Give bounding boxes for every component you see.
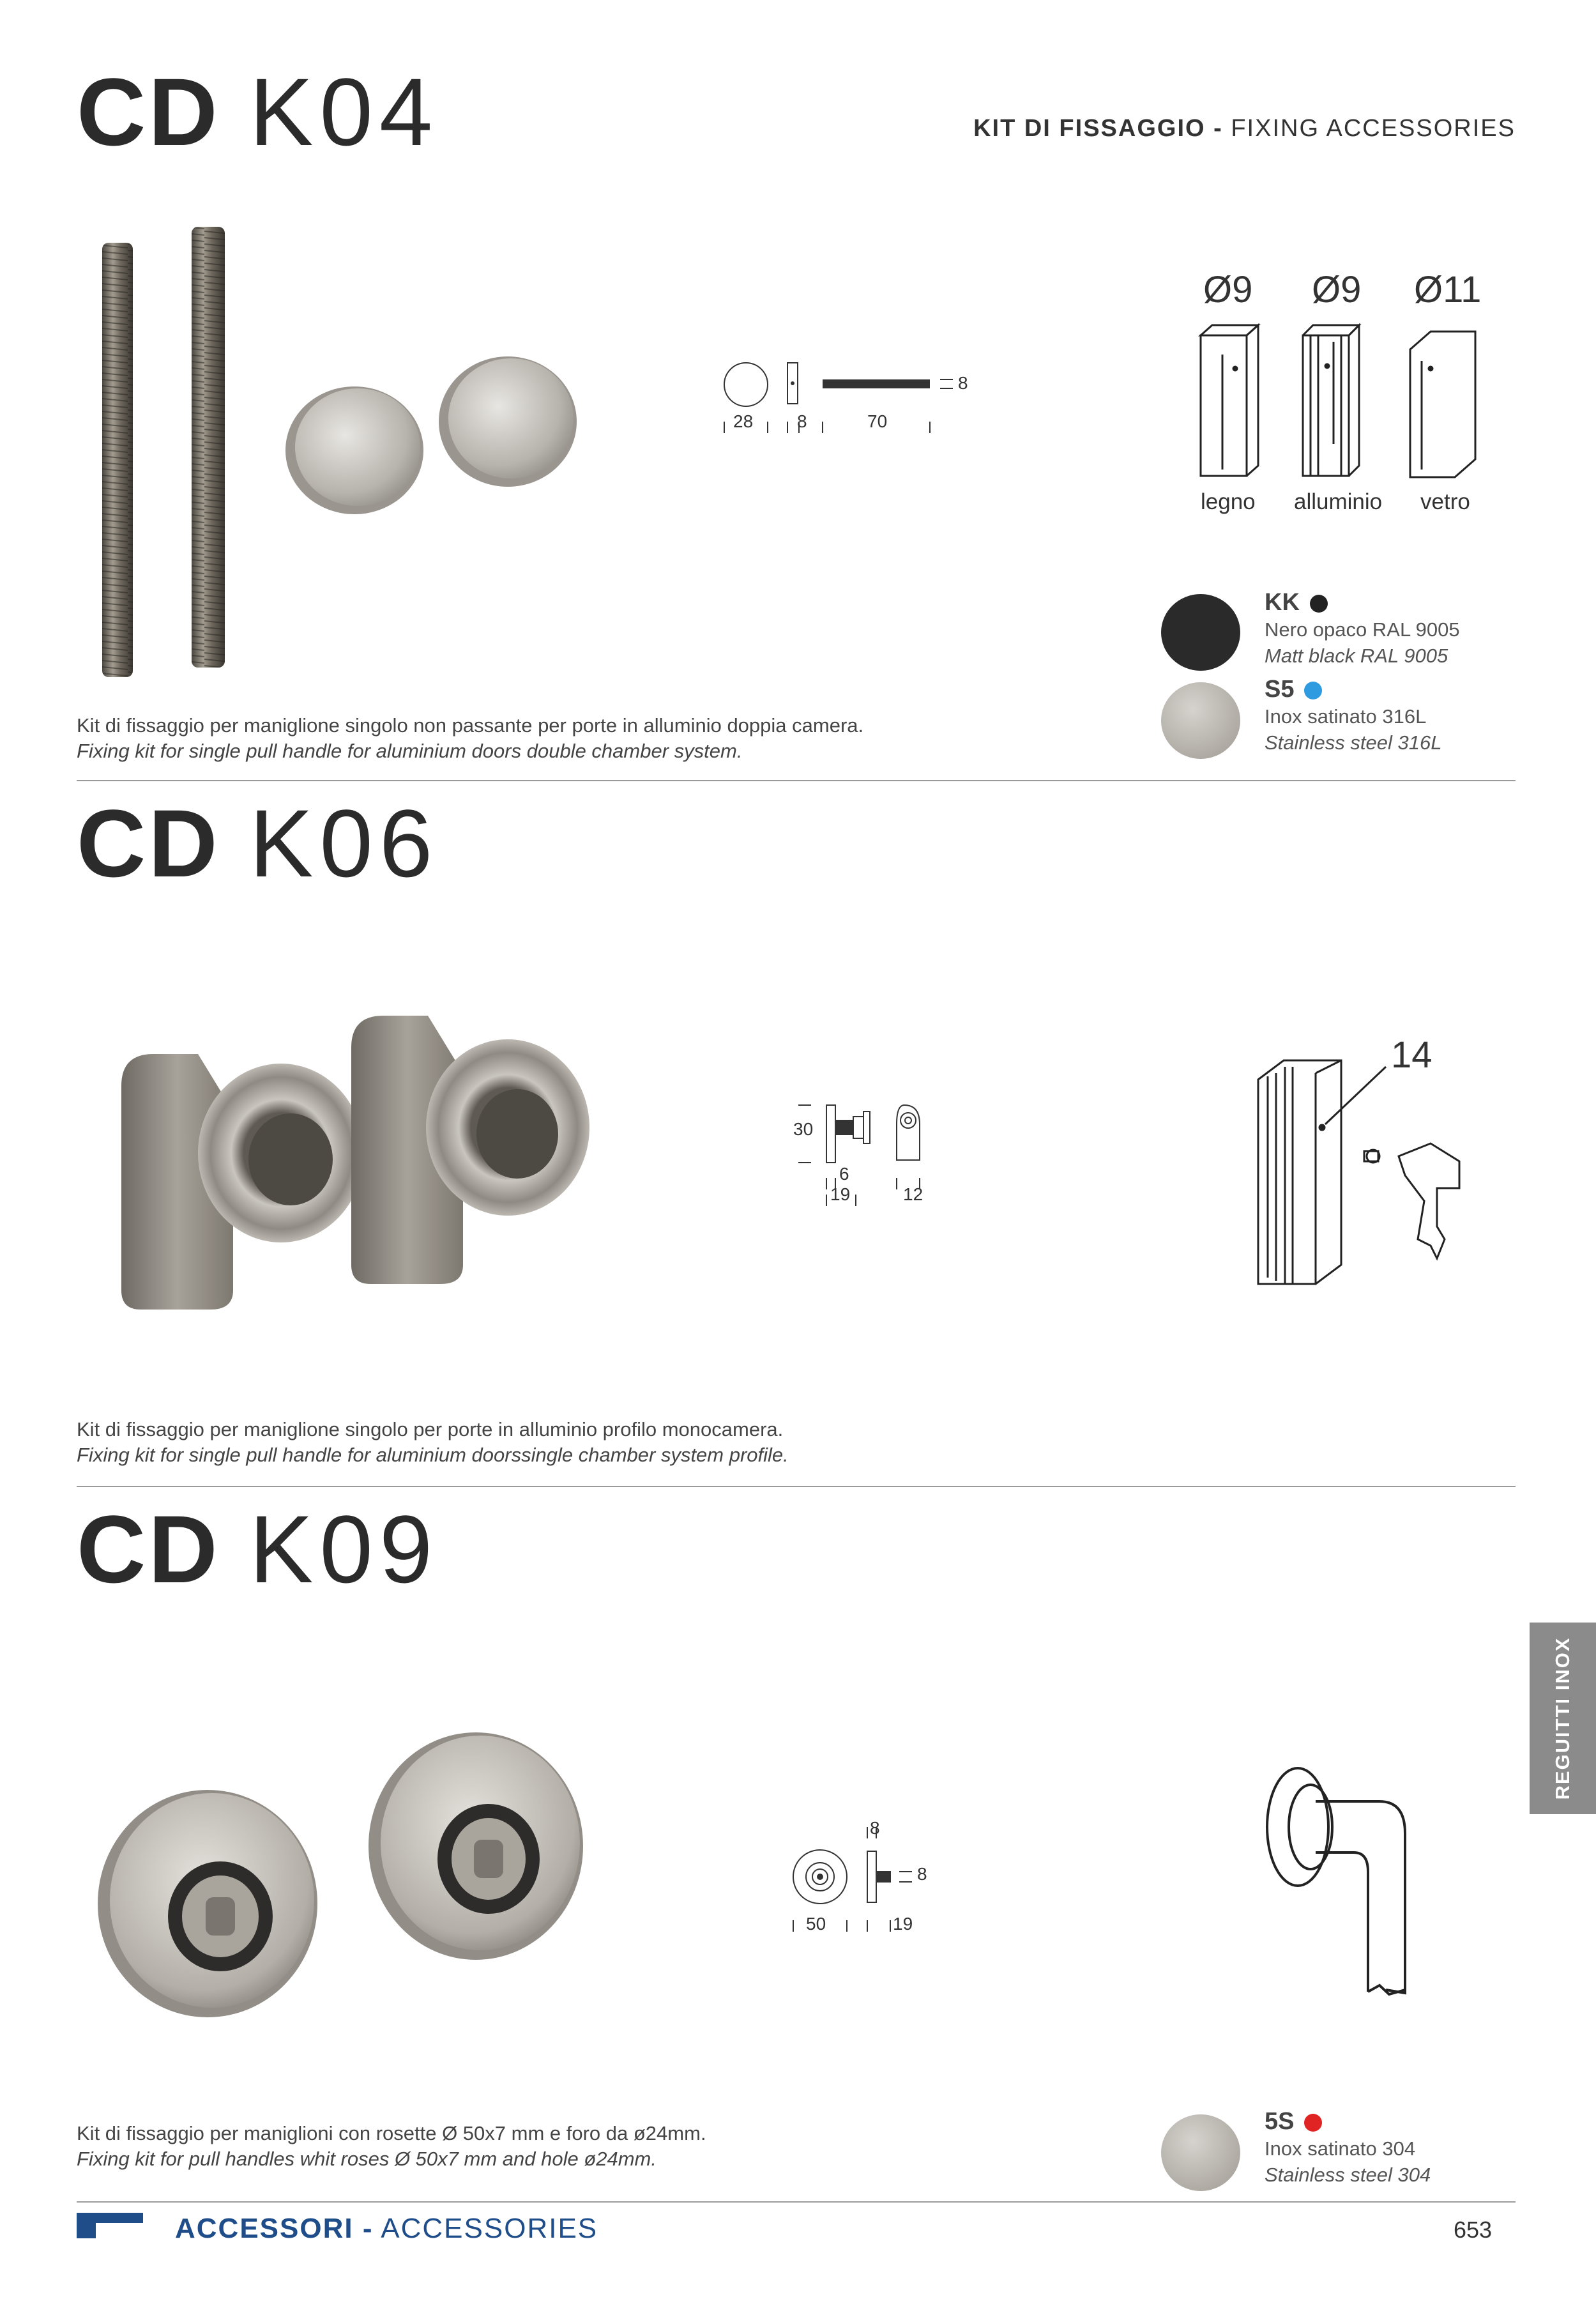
round-caps-image: [281, 345, 588, 511]
dim-label: 30: [793, 1119, 814, 1139]
description-it: Kit di fissaggio per maniglioni con rosette Ø 50x7 mm e foro da ø24mm.: [77, 2122, 706, 2144]
description-en: Fixing kit for pull handles whit roses Ø 50x7 mm and hole ø24mm.: [77, 2148, 657, 2170]
section-header-light: FIXING ACCESSORIES: [1231, 115, 1516, 142]
drawing-callout-label: 14: [1391, 1034, 1433, 1076]
finish-5s: [1265, 2108, 1431, 2188]
diameter-label-wood: Ø9: [1203, 269, 1253, 310]
dim-label: 8: [958, 373, 968, 393]
side-tab: [1530, 1623, 1596, 1814]
finish-swatch-5s: [1161, 2114, 1240, 2191]
product-description-k09: [77, 2121, 706, 2172]
description-en: Fixing kit for single pull handle for aluminium doorssingle chamber system profile.: [77, 1444, 789, 1466]
product-description-k06: [77, 1417, 789, 1468]
footer-section: [175, 2213, 598, 2245]
finish-s5: [1265, 676, 1441, 756]
product-title-k04: [77, 58, 439, 165]
description-it: Kit di fissaggio per maniglione singolo non passante per porte in alluminio doppia camera.: [77, 714, 864, 737]
section-divider: [77, 1486, 1516, 1487]
dim-label: 19: [830, 1184, 851, 1204]
finish-code: KK: [1265, 589, 1460, 616]
product-code-bold: CD: [77, 790, 220, 897]
threaded-rods-image: [89, 217, 255, 684]
door-type-glass: vetro: [1420, 489, 1470, 514]
finish-swatch-s5: [1161, 682, 1240, 759]
dim-label: 70: [867, 411, 888, 431]
dim-label: 8: [870, 1818, 880, 1838]
finish-code: S5: [1265, 676, 1441, 703]
finish-code: 5S: [1265, 2108, 1431, 2135]
product-code-bold: CD: [77, 1495, 220, 1603]
footer-bold: ACCESSORI -: [175, 2213, 374, 2244]
finish-name-en: Stainless steel 304: [1265, 2164, 1431, 2186]
finish-name-it: Inox satinato 316L: [1265, 705, 1427, 728]
section-divider: [77, 780, 1516, 781]
finish-color-dot: [1304, 682, 1322, 699]
dim-label: 50: [806, 1914, 826, 1934]
k06-brackets-image: [115, 1009, 575, 1316]
description-it: Kit di fissaggio per maniglione singolo per porte in alluminio profilo monocamera.: [77, 1418, 784, 1440]
door-type-aluminium: alluminio: [1294, 489, 1383, 514]
finish-name-en: Stainless steel 316L: [1265, 731, 1442, 754]
door-profiles-drawing: [1194, 316, 1488, 482]
finish-color-dot: [1304, 2114, 1322, 2132]
k09-roses-image: [96, 1725, 594, 2025]
dim-label: 8: [797, 411, 807, 431]
footer-light: ACCESSORIES: [381, 2213, 598, 2244]
finish-swatch-kk: [1161, 594, 1240, 671]
product-code-light: K09: [249, 1495, 439, 1603]
side-tab-label: REGUITTI INOX: [1551, 1637, 1574, 1800]
k04-dimension-drawing: [715, 358, 984, 441]
door-type-wood: legno: [1201, 489, 1256, 514]
k06-installation-drawing: [1245, 1048, 1488, 1290]
finish-name-it: Nero opaco RAL 9005: [1265, 618, 1460, 641]
product-title-k09: [77, 1495, 439, 1603]
dim-label: 12: [903, 1184, 923, 1204]
product-code-light: K06: [249, 790, 439, 897]
diameter-label-glass: Ø11: [1414, 269, 1482, 310]
dim-label: 28: [733, 411, 754, 431]
dim-label: 6: [839, 1164, 849, 1184]
product-code-bold: CD: [77, 58, 220, 165]
section-header-bold: KIT DI FISSAGGIO -: [973, 115, 1223, 142]
finish-name-en: Matt black RAL 9005: [1265, 645, 1448, 667]
finish-kk: [1265, 589, 1460, 669]
k09-handle-drawing: [1258, 1763, 1450, 1993]
dim-label: 8: [917, 1864, 927, 1884]
finish-name-it: Inox satinato 304: [1265, 2137, 1416, 2160]
footer-divider: [77, 2201, 1516, 2203]
diameter-label-aluminium: Ø9: [1312, 269, 1362, 310]
product-code-light: K04: [249, 58, 439, 165]
finish-color-dot: [1310, 595, 1328, 613]
page-number: 653: [1454, 2217, 1493, 2243]
dim-label: 19: [893, 1914, 913, 1934]
product-title-k06: [77, 790, 439, 897]
section-header: [973, 115, 1516, 142]
description-en: Fixing kit for single pull handle for aluminium doors double chamber system.: [77, 740, 743, 762]
brand-logo-icon: [77, 2213, 143, 2238]
product-description-k04: [77, 713, 863, 764]
